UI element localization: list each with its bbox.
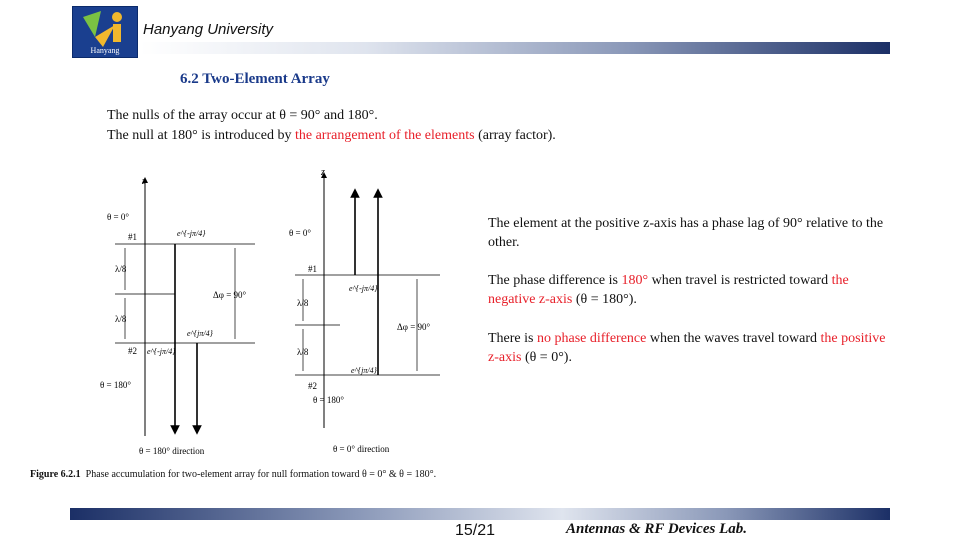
intro-line-1: The nulls of the array occur at θ = 90° and 180°. — [107, 108, 378, 123]
left-element-2: #2 — [128, 346, 137, 356]
right-spacing-1: λ/8 — [297, 298, 309, 308]
intro-line-2-pre: The null at 180° is introduced by — [107, 128, 295, 143]
left-delta-phi: Δφ = 90° — [213, 290, 247, 300]
lab-name: Antennas & RF Devices Lab. — [566, 521, 747, 537]
explanation-2-pre: The phase difference is — [488, 273, 622, 288]
explanation-3-red-2: the positive z-axis — [488, 331, 886, 365]
left-theta-bottom: θ = 180° — [100, 380, 131, 390]
left-axis-label: z — [142, 176, 146, 187]
right-element-2: #2 — [308, 381, 317, 391]
right-axis-label: z — [321, 167, 325, 178]
intro-line-2-highlight: the arrangement of the elements — [294, 128, 475, 143]
figure-left-diagram — [95, 168, 285, 463]
left-spacing-2: λ/8 — [115, 314, 127, 324]
left-spacing-1: λ/8 — [115, 264, 127, 274]
explanation-1: The element at the positive z-axis has a phase lag of 90° relative to the other. — [488, 216, 884, 250]
explanation-3-pre: There is — [488, 331, 537, 346]
left-theta-top: θ = 0° — [107, 212, 129, 222]
left-element-1: #1 — [128, 232, 137, 242]
figure-caption — [30, 469, 436, 480]
explanation-2-post: (θ = 180°). — [572, 292, 637, 307]
right-theta-top: θ = 0° — [289, 228, 311, 238]
right-phase-2: e^{jπ/4} — [351, 366, 377, 375]
explanation-2-mid: when travel is restricted toward — [648, 273, 832, 288]
explanation-3-mid: when the waves travel toward — [646, 331, 821, 346]
right-direction-label: θ = 0° direction — [333, 444, 390, 454]
figure-caption-label: Figure 6.2.1 — [30, 469, 81, 480]
left-phase-2-right: e^{jπ/4} — [187, 329, 213, 338]
explanation-3 — [488, 329, 888, 367]
explanation-3-red-1: no phase difference — [536, 331, 647, 346]
intro-line-2 — [107, 128, 556, 144]
explanation-2-red-2: the negative z-axis — [488, 273, 849, 307]
left-direction-label: θ = 180° direction — [139, 446, 205, 456]
logo-text: Hanyang — [90, 46, 120, 55]
left-phase-1: e^{-jπ/4} — [177, 229, 206, 238]
intro-line-2-post: (array factor). — [474, 128, 556, 143]
hanyang-logo — [72, 6, 138, 58]
explanation-2-red-1: 180° — [621, 273, 649, 288]
top-divider-bar — [140, 42, 890, 54]
bottom-divider-bar — [70, 508, 890, 520]
right-element-1: #1 — [308, 264, 317, 274]
figure-right-diagram — [285, 163, 475, 463]
page-number: 15/21 — [455, 522, 496, 539]
explanation-2 — [488, 271, 888, 309]
right-delta-phi: Δφ = 90° — [397, 322, 431, 332]
right-theta-bottom: θ = 180° — [313, 395, 344, 405]
university-name: Hanyang University — [143, 21, 274, 38]
right-phase-1: e^{-jπ/4} — [349, 284, 378, 293]
figure-caption-text: Phase accumulation for two-element array for null formation toward θ = 0° & θ = 180°. — [85, 469, 437, 480]
right-spacing-2: λ/8 — [297, 347, 309, 357]
section-title: 6.2 Two-Element Array — [180, 71, 330, 87]
left-phase-2-left: e^{-jπ/4} — [147, 347, 176, 356]
explanation-3-post: (θ = 0°). — [521, 350, 572, 365]
